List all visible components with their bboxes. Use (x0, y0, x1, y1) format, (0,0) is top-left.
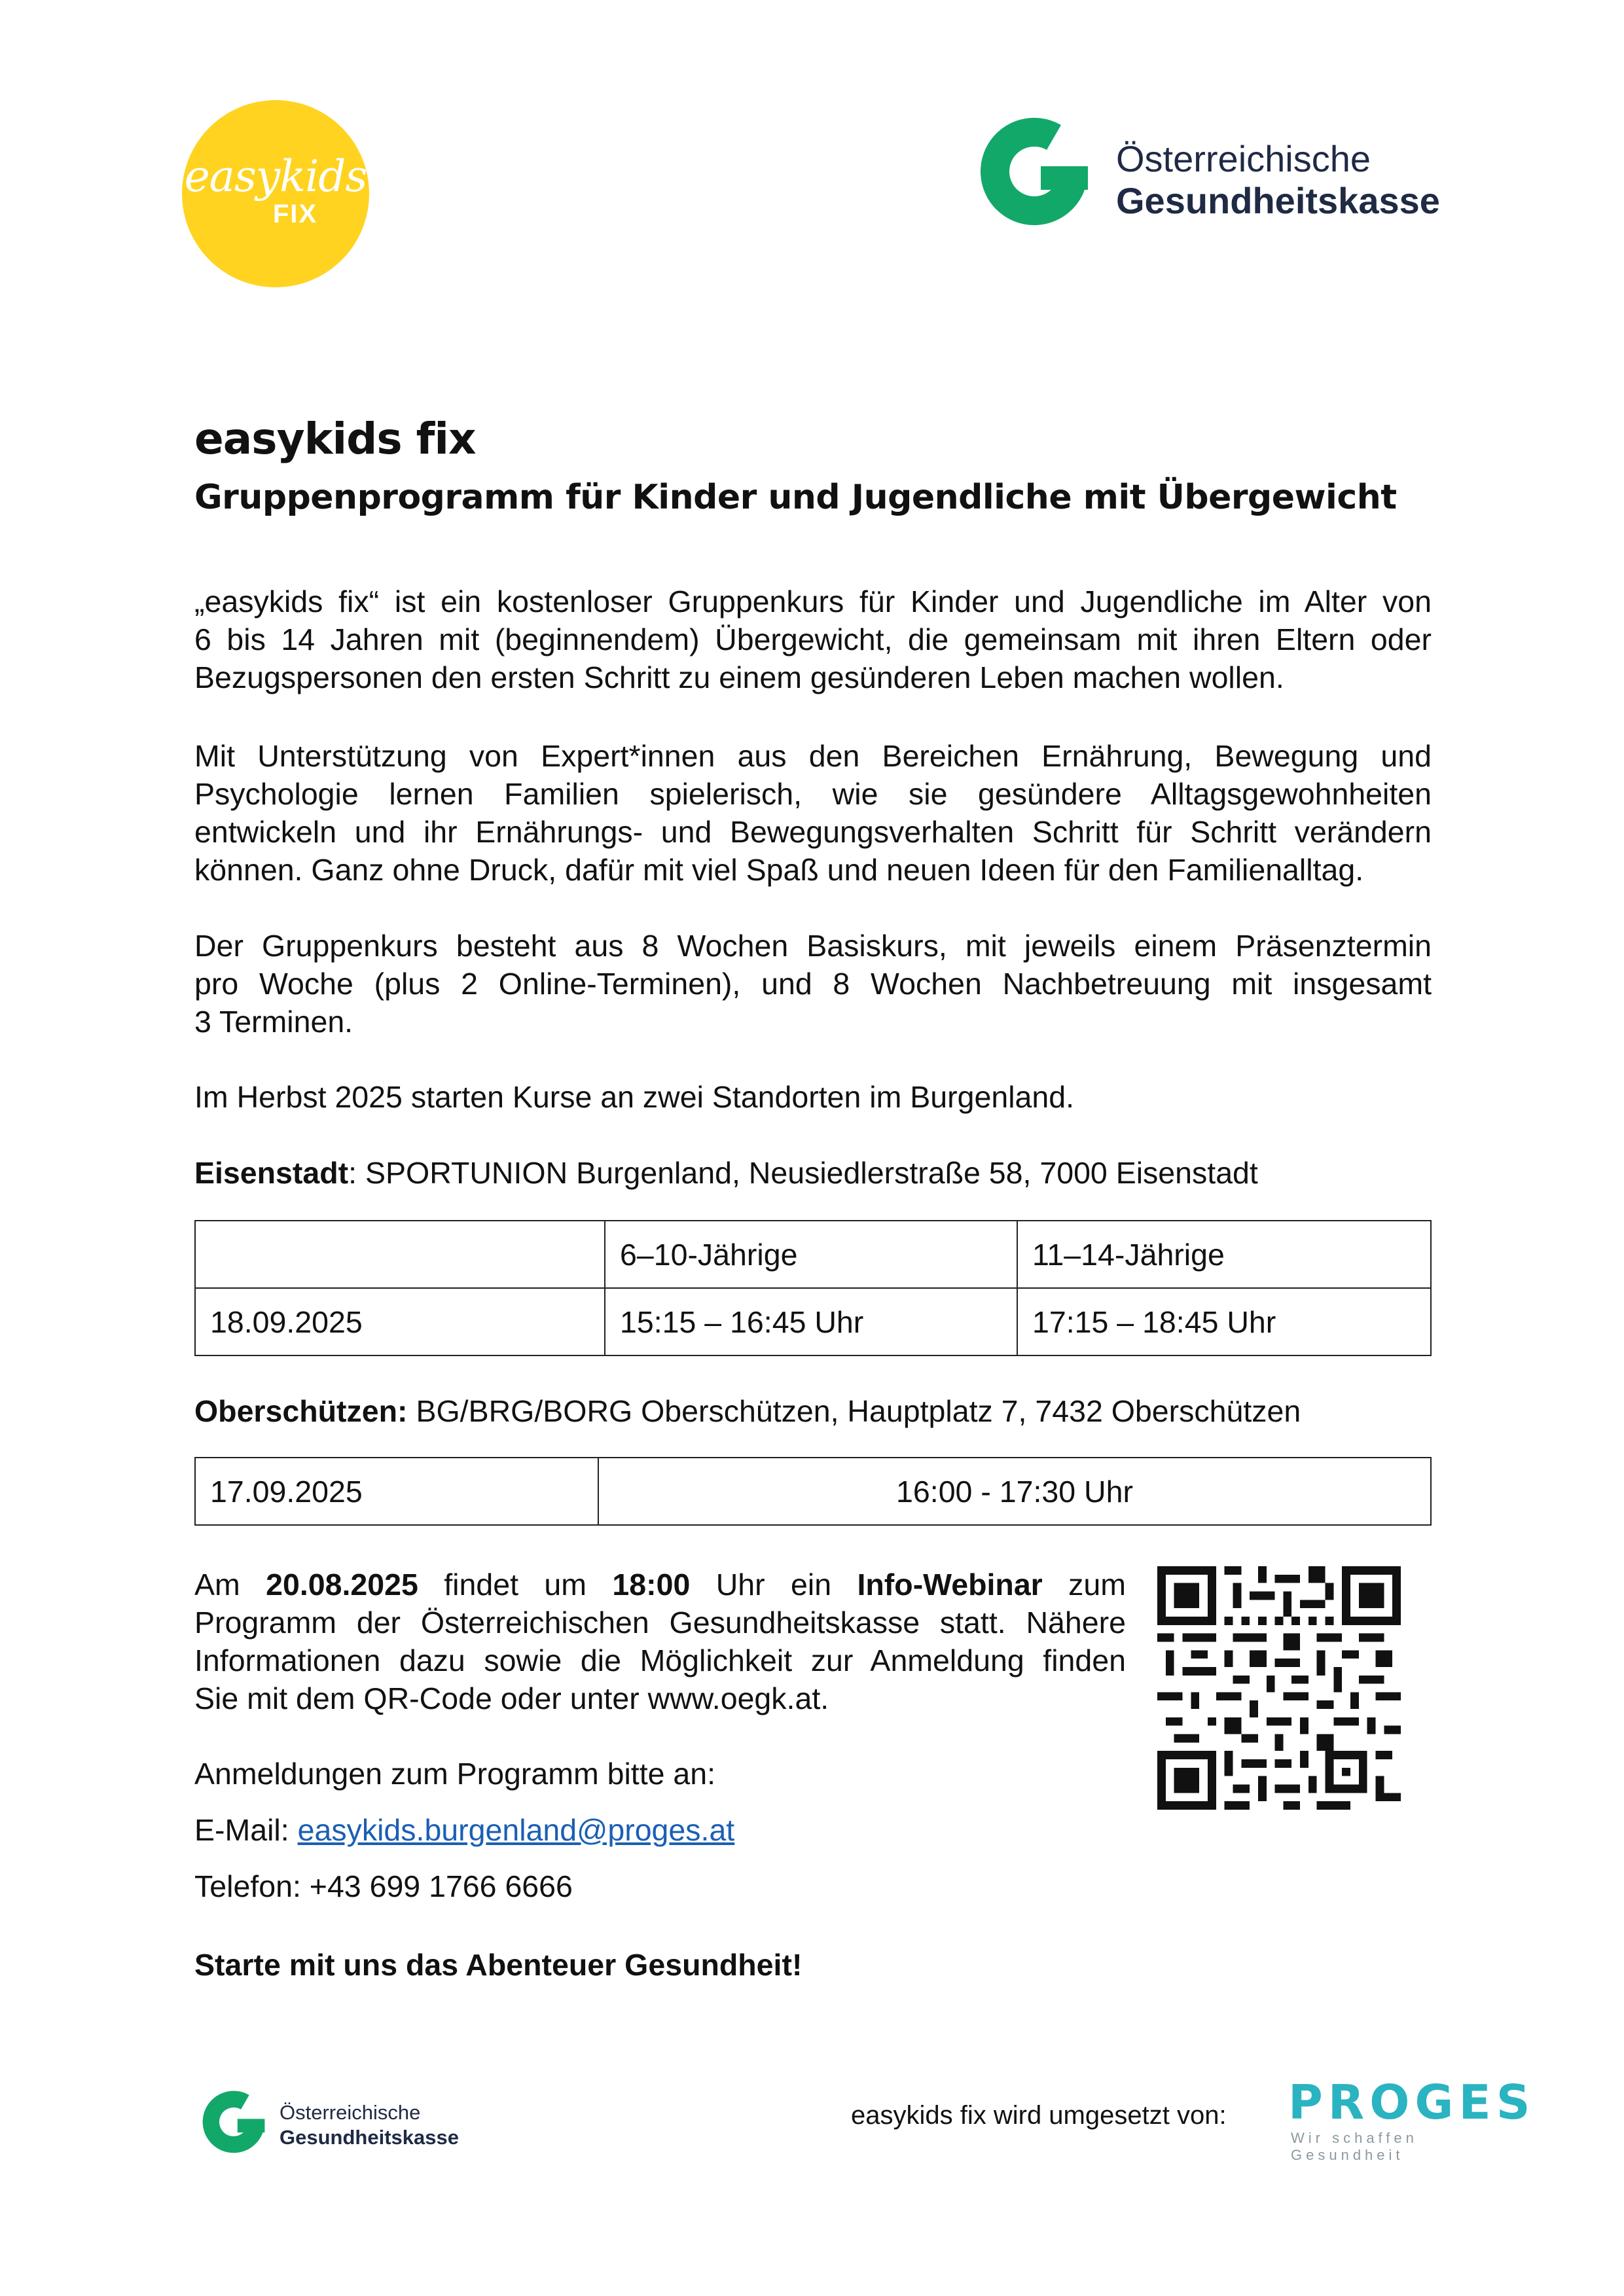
webinar-text: Uhr ein (715, 1568, 832, 1602)
webinar-text: Am (194, 1568, 240, 1602)
table-row (195, 1288, 1431, 1355)
intro-paragraph (194, 583, 1432, 696)
support-line: Psychologie lernen Familien spielerisch, wie sie gesündere Alltagsgewohnheiten (194, 777, 1432, 811)
oegk-mark-icon (975, 113, 1093, 230)
table-cell: 16:00 - 17:30 Uhr (598, 1458, 1431, 1525)
phone-text: Telefon: +43 699 1766 6666 (194, 1869, 573, 1903)
oegk-footer-line1: Österreichische (280, 2101, 421, 2124)
intro-line: 6 bis 14 Jahren mit (beginnendem) Übergewicht, die gemeinsam mit ihren Eltern oder (194, 622, 1432, 656)
intro-line: Bezugspersonen den ersten Schritt zu einem gesünderen Leben machen wollen. (194, 660, 1284, 694)
registration-intro (194, 1755, 1432, 1793)
autumn-text (194, 1078, 1432, 1116)
email-line (194, 1811, 1432, 1849)
webinar-line: Sie mit dem QR-Code oder unter www.oegk.at. (194, 1681, 829, 1715)
webinar-line (194, 1566, 1126, 1604)
structure-line: pro Woche (plus 2 Online-Terminen), und 8 Wochen Nachbetreuung mit insgesamt (194, 967, 1432, 1001)
webinar-line: Informationen dazu sowie die Möglichkeit zur Anmeldung finden (194, 1643, 1126, 1677)
support-line: können. Ganz ohne Druck, dafür mit viel Spaß und neuen Ideen für den Familienalltag. (194, 853, 1364, 887)
proges-logo (1288, 2075, 1536, 2163)
oegk-logo-footer (200, 2088, 475, 2160)
oegk-logo-line1: Österreichische (1116, 138, 1371, 179)
eisenstadt-label: Eisenstadt (194, 1156, 349, 1190)
structure-line: 3 Terminen. (194, 1005, 353, 1039)
page-subtitle: Gruppenprogramm für Kinder und Jugendliche mit Übergewicht (194, 478, 1397, 517)
autumn-line: Im Herbst 2025 starten Kurse an zwei Standorten im Burgenland. (194, 1080, 1075, 1114)
intro-line: „easykids fix“ ist ein kostenloser Gruppenkurs für Kinder und Jugendliche im Alter von (194, 584, 1432, 619)
oberschuetzen-label: Oberschützen: (194, 1394, 408, 1428)
oberschuetzen-table (194, 1457, 1432, 1526)
table-row (195, 1458, 1431, 1525)
page-title: easykids fix (194, 414, 476, 464)
easykids-logo-word: easykids (184, 151, 367, 202)
easykids-logo-fix: FIX (272, 199, 318, 228)
email-link[interactable]: easykids.burgenland@proges.at (297, 1813, 735, 1847)
proges-logo-word: PROGES (1288, 2075, 1536, 2130)
eisenstadt-table (194, 1220, 1432, 1356)
webinar-text: zum (1068, 1568, 1127, 1602)
eisenstadt-address: : SPORTUNION Burgenland, Neusiedlerstraße 58, 7000 Eisenstadt (348, 1156, 1258, 1190)
table-cell: 18.09.2025 (195, 1288, 605, 1355)
webinar-line: Programm der Österreichischen Gesundheitskasse statt. Nähere (194, 1605, 1126, 1640)
webinar-paragraph (194, 1566, 1126, 1717)
oberschuetzen-location (194, 1392, 1432, 1430)
footer-text: easykids fix wird umgesetzt von: (851, 2101, 1227, 2130)
webinar-time: 18:00 (612, 1568, 691, 1602)
table-cell: 17:15 – 18:45 Uhr (1017, 1288, 1431, 1355)
structure-line: Der Gruppenkurs besteht aus 8 Wochen Basiskurs, mit jeweils einem Präsenztermin (194, 929, 1432, 963)
table-header-row (195, 1221, 1431, 1288)
oberschuetzen-address: BG/BRG/BORG Oberschützen, Hauptplatz 7, 7432 Oberschützen (407, 1394, 1301, 1428)
table-header-cell (195, 1221, 605, 1288)
table-cell: 17.09.2025 (195, 1458, 598, 1525)
easykids-fix-logo (182, 100, 369, 287)
oegk-logo-line2: Gesundheitskasse (1116, 180, 1440, 221)
table-header-cell: 6–10-Jährige (605, 1221, 1017, 1288)
support-line: entwickeln und ihr Ernährungs- und Bewegungsverhalten Schritt für Schritt verändern (194, 815, 1432, 849)
proges-logo-tagline: Wir schaffen Gesundheit (1291, 2130, 1418, 2163)
webinar-text: findet um (444, 1568, 586, 1602)
support-line: Mit Unterstützung von Expert*innen aus den Bereichen Ernährung, Bewegung und (194, 739, 1432, 773)
eisenstadt-location (194, 1154, 1432, 1192)
closing-line (194, 1946, 1432, 1984)
table-cell: 15:15 – 16:45 Uhr (605, 1288, 1017, 1355)
oegk-mark-icon (200, 2088, 268, 2156)
webinar-name: Info-Webinar (857, 1568, 1043, 1602)
oegk-logo-header (975, 113, 1473, 237)
email-label: E-Mail: (194, 1813, 298, 1847)
registration-intro-text: Anmeldungen zum Programm bitte an: (194, 1757, 716, 1791)
structure-paragraph (194, 927, 1432, 1041)
closing-text: Starte mit uns das Abenteuer Gesundheit! (194, 1948, 803, 1982)
webinar-date: 20.08.2025 (266, 1568, 418, 1602)
support-paragraph (194, 737, 1432, 889)
phone-line (194, 1867, 1432, 1905)
table-header-cell: 11–14-Jährige (1017, 1221, 1431, 1288)
oegk-footer-line2: Gesundheitskasse (280, 2126, 459, 2149)
